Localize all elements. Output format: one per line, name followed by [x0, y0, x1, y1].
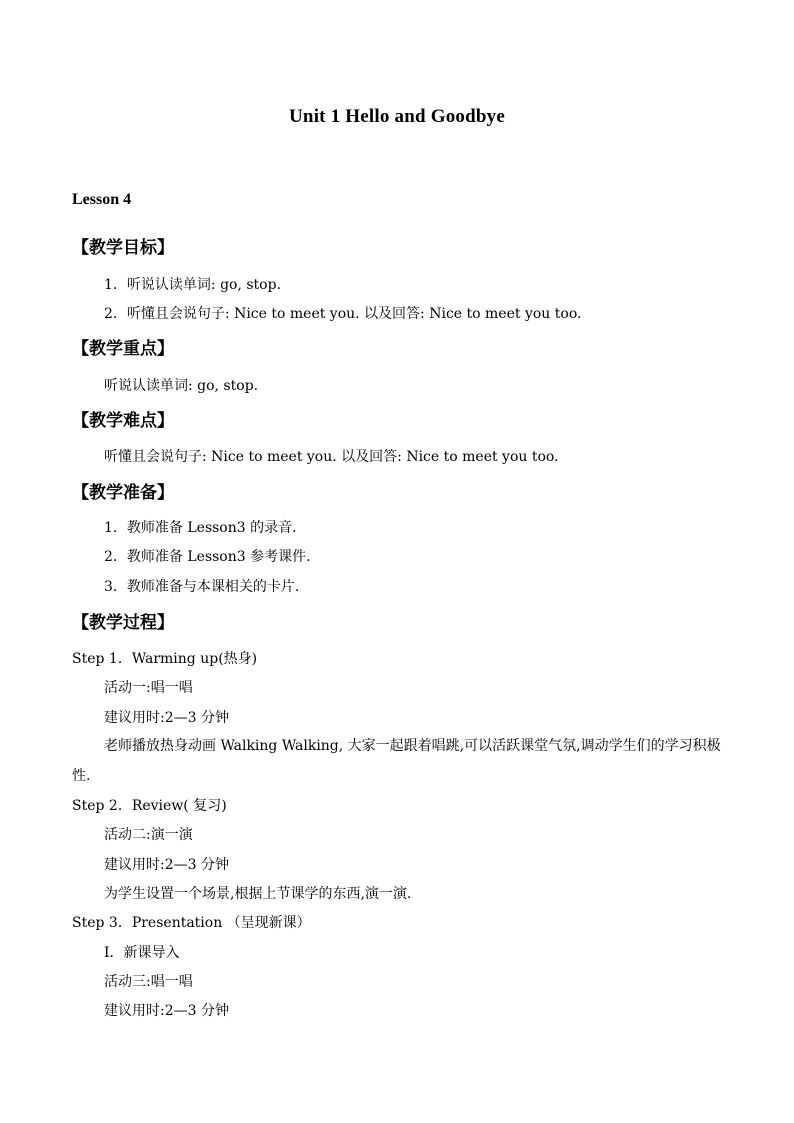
key-points-heading: 【教学重点】: [72, 339, 174, 359]
step2-title: Step 2．Review( 复习): [72, 798, 227, 814]
step1-activity: 活动一:唱一唱: [104, 680, 193, 696]
difficulties-text: 听懂且会说句子: Nice to meet you. 以及回答: Nice to meet you too.: [104, 449, 559, 465]
step3-subheading: Ⅰ．新课导入: [104, 945, 180, 961]
preparation-item-3: 3．教师准备与本课相关的卡片.: [104, 579, 300, 595]
document-title: Unit 1 Hello and Goodbye: [289, 106, 505, 127]
step3-time: 建议用时:2—3 分钟: [104, 1003, 229, 1019]
preparation-item-2: 2．教师准备 Lesson3 参考课件.: [104, 549, 311, 565]
objective-item-1: 1．听说认读单词: go, stop.: [104, 277, 282, 293]
step1-description: 老师播放热身动画 Walking Walking, 大家一起跟着唱跳,可以活跃课堂气氛,调动学生们的学习积极性.: [72, 738, 721, 784]
step1-time: 建议用时:2—3 分钟: [104, 710, 229, 726]
objective-item-2: 2．听懂且会说句子: Nice to meet you. 以及回答: Nice to meet you too.: [104, 306, 582, 322]
step3-title: Step 3．Presentation （呈现新课）: [72, 915, 311, 931]
step2-activity: 活动二:演一演: [104, 827, 193, 843]
preparation-heading: 【教学准备】: [72, 483, 174, 503]
preparation-item-1: 1．教师准备 Lesson3 的录音.: [104, 520, 297, 536]
step2-time: 建议用时:2—3 分钟: [104, 857, 229, 873]
key-points-text: 听说认读单词: go, stop.: [104, 378, 259, 394]
step1-title: Step 1．Warming up(热身): [72, 651, 258, 667]
step3-activity: 活动三:唱一唱: [104, 974, 193, 990]
objectives-heading: 【教学目标】: [72, 238, 174, 258]
lesson-label: Lesson 4: [72, 191, 132, 208]
difficulties-heading: 【教学难点】: [72, 411, 174, 431]
process-heading: 【教学过程】: [72, 613, 174, 633]
step2-description: 为学生设置一个场景,根据上节课学的东西,演一演.: [104, 886, 412, 902]
